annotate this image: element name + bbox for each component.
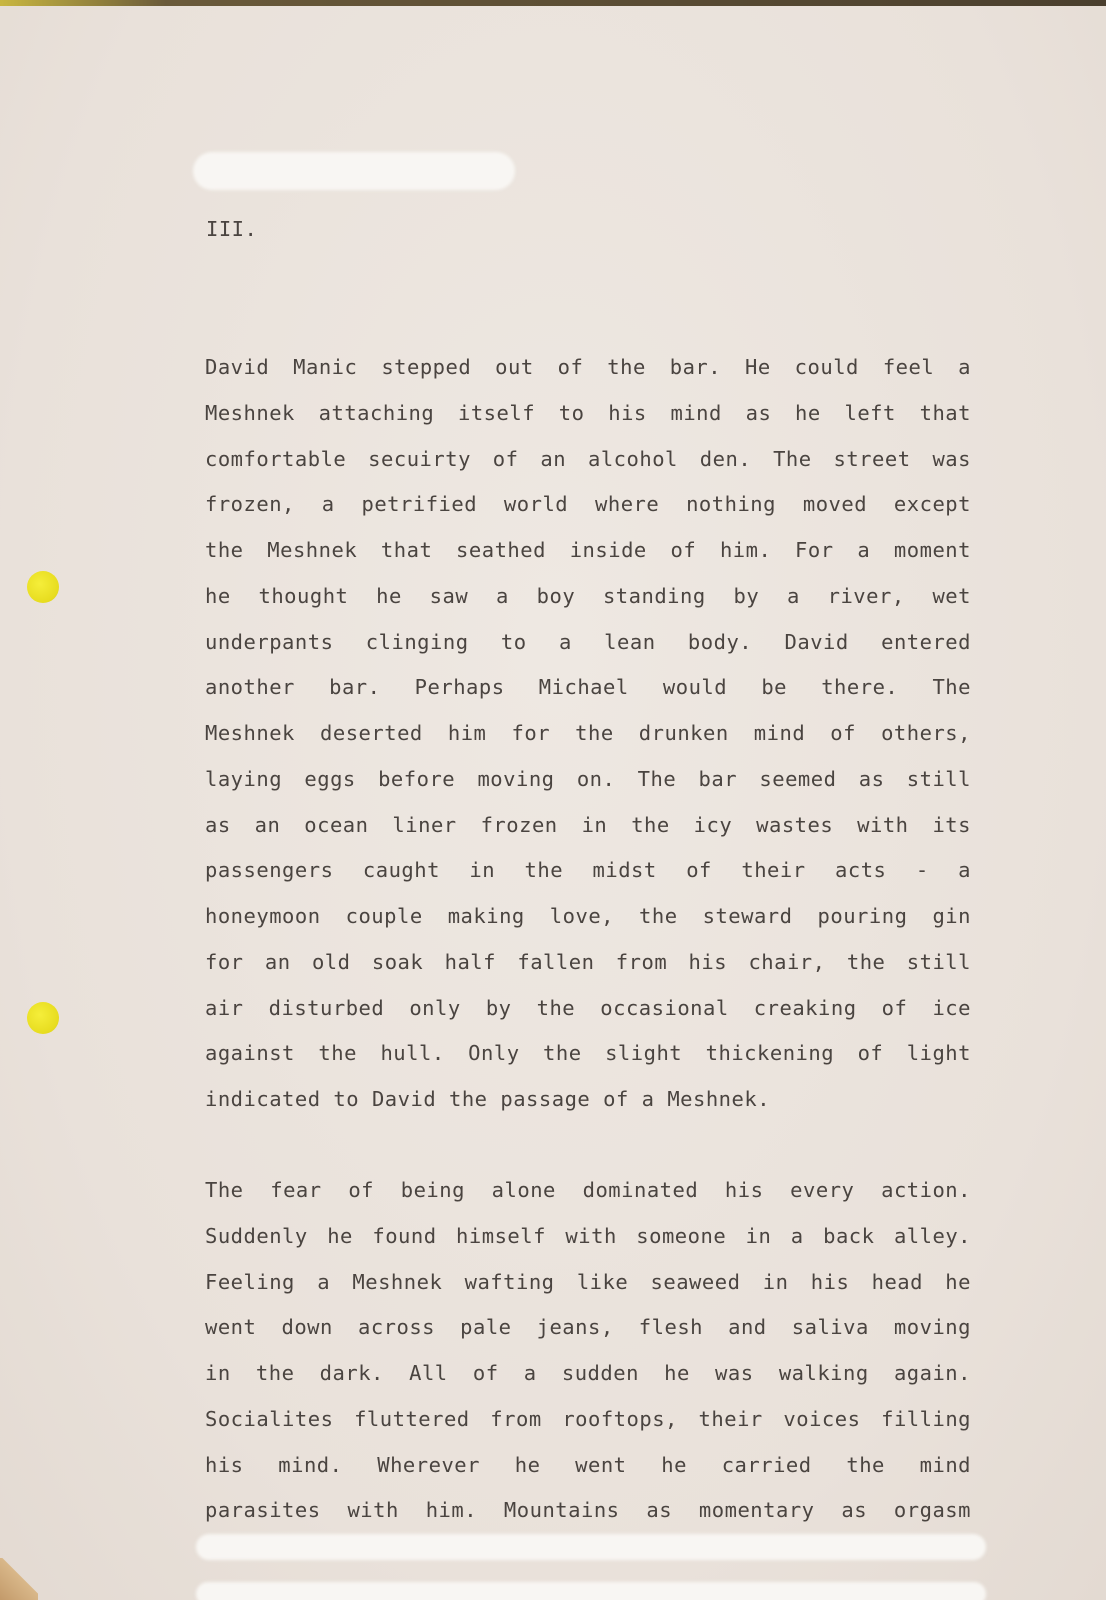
binder-hole	[27, 1002, 59, 1034]
correction-fluid-mark	[196, 1534, 986, 1560]
text-line: air disturbed only by the occasional creaking of ice	[205, 995, 971, 1020]
text-line: The fear of being alone dominated his every action.	[205, 1178, 971, 1202]
text-line: laying eggs before moving on. The bar seemed as still	[205, 766, 971, 791]
correction-fluid-mark	[196, 1582, 986, 1600]
text-line: passengers caught in the midst of their acts - a	[205, 858, 971, 883]
page-corner	[0, 1558, 38, 1600]
binder-hole	[27, 571, 59, 603]
paragraph-2	[205, 1168, 971, 1534]
text-line: comfortable secuirty of an alcohol den. The street was	[205, 446, 971, 471]
text-line: David Manic stepped out of the bar. He could feel a	[205, 355, 971, 379]
chapter-heading: III.	[206, 217, 258, 241]
text-line: his mind. Wherever he went he carried the mind	[205, 1452, 971, 1477]
text-line: went down across pale jeans, flesh and saliva moving	[205, 1315, 971, 1340]
text-line: underpants clinging to a lean body. David entered	[205, 629, 971, 654]
text-line: for an old soak half fallen from his chair, the still	[205, 949, 971, 974]
paragraph-1	[205, 345, 971, 1123]
text-line: Socialites fluttered from rooftops, their voices filling	[205, 1406, 971, 1431]
correction-fluid-mark	[193, 152, 515, 190]
text-line: frozen, a petrified world where nothing moved except	[205, 492, 971, 517]
text-line: honeymoon couple making love, the steward pouring gin	[205, 904, 971, 928]
typewritten-page	[0, 6, 1106, 1600]
text-line: Meshnek attaching itself to his mind as he left that	[205, 400, 971, 425]
text-line: another bar. Perhaps Michael would be there. The	[205, 675, 971, 700]
text-line: Feeling a Meshnek wafting like seaweed in his head he	[205, 1269, 971, 1294]
text-line: against the hull. Only the slight thickening of light	[205, 1041, 971, 1066]
text-line: Meshnek deserted him for the drunken mind of others,	[205, 721, 971, 745]
text-line: indicated to David the passage of a Meshnek.	[205, 1087, 771, 1111]
text-line: in the dark. All of a sudden he was walking again.	[205, 1361, 971, 1385]
text-line: Suddenly he found himself with someone in a back alley.	[205, 1223, 971, 1248]
text-line: parasites with him. Mountains as momentary as orgasm	[205, 1498, 971, 1523]
text-line: the Meshnek that seathed inside of him. For a moment	[205, 538, 971, 562]
text-line: as an ocean liner frozen in the icy wastes with its	[205, 812, 971, 837]
text-line: he thought he saw a boy standing by a river, wet	[205, 583, 971, 608]
